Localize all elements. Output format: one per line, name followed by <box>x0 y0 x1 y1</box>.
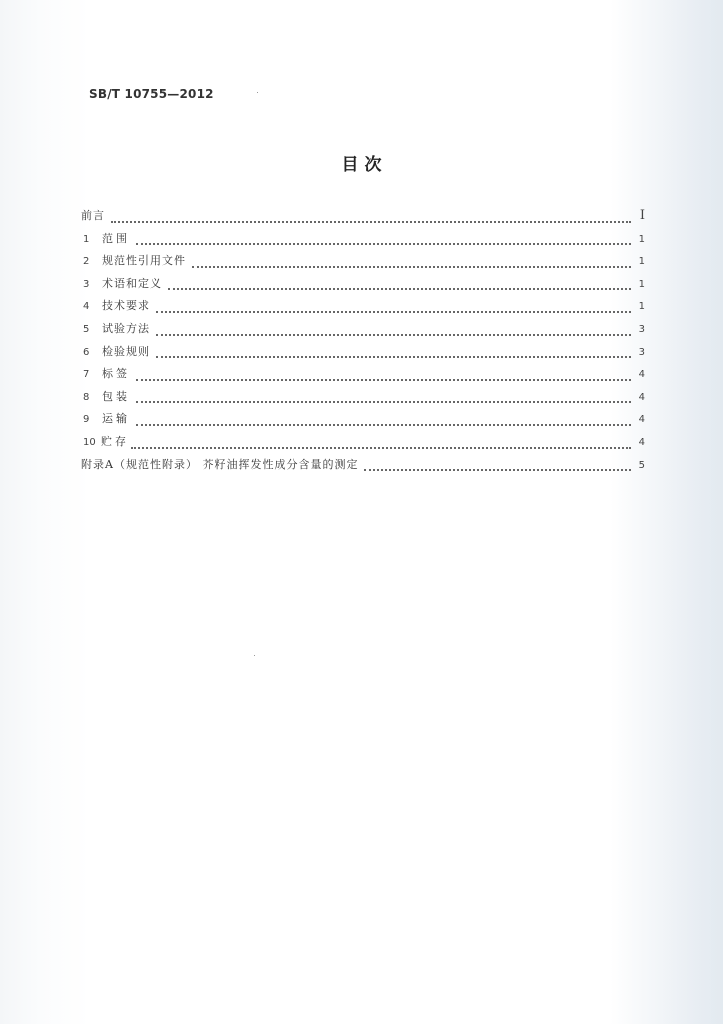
toc-leader-dots <box>156 311 631 313</box>
toc-entry-number: 3 <box>83 278 90 290</box>
toc-entry-number: 10 <box>83 436 96 448</box>
toc-entry-title: 运输 <box>102 412 130 426</box>
toc-leader-dots <box>131 447 631 449</box>
toc-entry-10[interactable] <box>83 433 645 456</box>
toc-entry-1[interactable] <box>83 230 645 253</box>
toc-entry-2[interactable] <box>83 252 645 275</box>
toc-entry-page: 1 <box>638 233 645 245</box>
toc-entry-page: 4 <box>638 369 645 381</box>
toc-entry-title: 标签 <box>102 367 130 381</box>
toc-entry-page: 4 <box>638 414 645 426</box>
toc-entry-page: Ⅰ <box>639 208 645 223</box>
toc-entry-foreword[interactable] <box>83 207 645 230</box>
toc-leader-dots <box>156 334 631 336</box>
toc-entry-number: 9 <box>83 414 90 426</box>
toc-entry-number: 5 <box>83 323 90 335</box>
toc-entry-number: 6 <box>83 346 90 358</box>
toc-entry-page: 5 <box>638 459 645 471</box>
toc-entry-6[interactable] <box>83 343 645 366</box>
toc-entry-number: 4 <box>83 301 90 313</box>
toc-entry-4[interactable] <box>83 297 645 320</box>
scan-speck <box>254 655 255 656</box>
toc-leader-dots <box>136 424 631 426</box>
toc-entry-title: 附录A（规范性附录） 芥籽油挥发性成分含量的测定 <box>81 457 359 471</box>
toc-entry-page: 4 <box>638 436 645 448</box>
toc-entry-page: 1 <box>638 278 645 290</box>
toc-entry-title: 前言 <box>81 209 105 222</box>
toc-entry-page: 1 <box>638 301 645 313</box>
toc-entry-page: 3 <box>638 346 645 358</box>
toc-entry-page: 3 <box>638 323 645 335</box>
toc-entry-title: 术语和定义 <box>102 276 162 290</box>
toc-entry-number: 2 <box>83 256 90 268</box>
toc-entry-number: 8 <box>83 391 90 403</box>
toc-leader-dots <box>136 243 631 245</box>
toc-entry-9[interactable] <box>83 410 645 433</box>
scan-speck <box>257 92 258 93</box>
standard-code: SB/T 10755—2012 <box>89 87 214 101</box>
toc-leader-dots <box>364 469 631 471</box>
toc-entry-3[interactable] <box>83 275 645 298</box>
toc-entry-number: 7 <box>83 369 90 381</box>
toc-leader-dots <box>192 266 631 268</box>
toc-entry-5[interactable] <box>83 320 645 343</box>
table-of-contents <box>83 207 645 478</box>
toc-entry-page: 4 <box>638 391 645 403</box>
toc-leader-dots <box>168 288 631 290</box>
toc-entry-title: 检验规则 <box>102 344 150 358</box>
toc-entry-annex-a[interactable] <box>83 456 645 479</box>
toc-entry-title: 范围 <box>102 231 130 245</box>
toc-entry-8[interactable] <box>83 388 645 411</box>
toc-entry-7[interactable] <box>83 365 645 388</box>
title-text: 目 次 <box>341 155 382 175</box>
toc-entry-title: 规范性引用文件 <box>102 254 186 268</box>
toc-entry-number: 1 <box>83 233 90 245</box>
page-title <box>0 150 723 175</box>
toc-leader-dots <box>156 356 631 358</box>
toc-leader-dots <box>136 401 631 403</box>
toc-leader-dots <box>111 221 631 223</box>
toc-entry-title: 贮存 <box>101 434 129 448</box>
toc-leader-dots <box>136 379 631 381</box>
toc-entry-title: 包装 <box>102 389 130 403</box>
toc-entry-page: 1 <box>638 256 645 268</box>
toc-entry-title: 试验方法 <box>102 321 150 335</box>
toc-entry-title: 技术要求 <box>102 299 150 313</box>
